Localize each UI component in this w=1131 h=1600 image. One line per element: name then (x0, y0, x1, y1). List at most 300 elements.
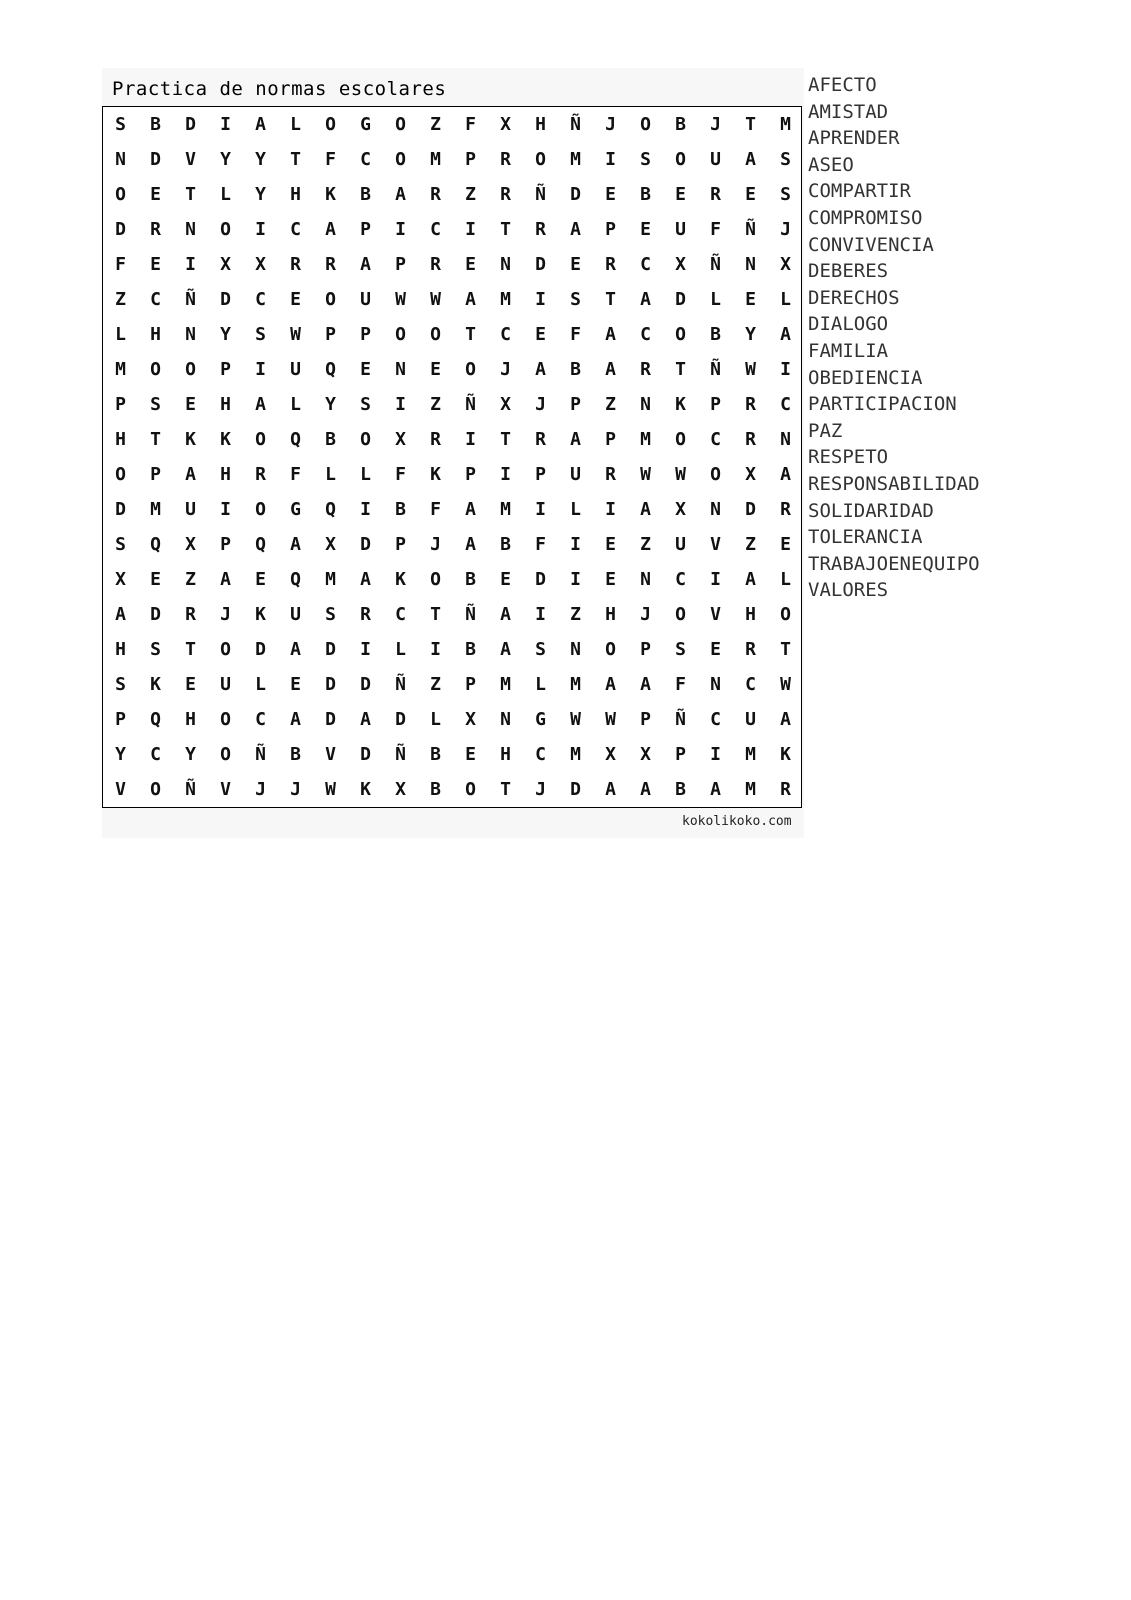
grid-cell[interactable]: I (710, 569, 721, 590)
grid-cell[interactable]: E (150, 184, 161, 205)
grid-cell[interactable]: H (220, 464, 231, 485)
grid-cell[interactable]: Q (150, 534, 161, 555)
grid-cell[interactable]: C (500, 324, 511, 345)
grid-cell[interactable]: E (745, 184, 756, 205)
grid-cell[interactable]: T (500, 219, 511, 240)
grid-cell[interactable]: A (115, 604, 126, 625)
grid-cell[interactable]: A (290, 534, 301, 555)
grid-cell[interactable]: A (255, 394, 266, 415)
grid-cell[interactable]: M (500, 289, 511, 310)
grid-cell[interactable]: Ñ (255, 744, 266, 765)
grid-cell[interactable]: V (710, 604, 721, 625)
grid-cell[interactable]: N (710, 499, 721, 520)
grid-cell[interactable]: K (220, 429, 231, 450)
grid-cell[interactable]: G (290, 499, 301, 520)
grid-cell[interactable]: C (360, 149, 371, 170)
grid-cell[interactable]: B (360, 184, 371, 205)
grid-cell[interactable]: C (395, 604, 406, 625)
grid-cell[interactable]: B (465, 569, 476, 590)
grid-cell[interactable]: A (640, 499, 651, 520)
grid-cell[interactable]: D (325, 709, 336, 730)
grid-cell[interactable]: H (535, 114, 546, 135)
grid-cell[interactable]: D (325, 674, 336, 695)
grid-cell[interactable]: A (570, 219, 581, 240)
grid-cell[interactable]: E (605, 534, 616, 555)
grid-cell[interactable]: I (535, 604, 546, 625)
grid-cell[interactable]: Ñ (185, 779, 196, 800)
grid-cell[interactable]: O (115, 464, 126, 485)
grid-cell[interactable]: A (710, 779, 721, 800)
grid-cell[interactable]: C (150, 744, 161, 765)
grid-cell[interactable]: R (535, 219, 546, 240)
grid-cell[interactable]: I (780, 359, 791, 380)
grid-cell[interactable]: J (430, 534, 441, 555)
grid-cell[interactable]: N (570, 639, 581, 660)
grid-cell[interactable]: J (780, 219, 791, 240)
grid-cell[interactable]: P (115, 709, 126, 730)
grid-cell[interactable]: H (220, 394, 231, 415)
grid-cell[interactable]: G (535, 709, 546, 730)
grid-cell[interactable]: P (220, 534, 231, 555)
grid-cell[interactable]: X (115, 569, 126, 590)
grid-cell[interactable]: P (465, 674, 476, 695)
grid-cell[interactable]: A (325, 219, 336, 240)
grid-cell[interactable]: S (360, 394, 371, 415)
grid-cell[interactable]: R (360, 604, 371, 625)
grid-cell[interactable]: X (500, 394, 511, 415)
grid-cell[interactable]: E (745, 289, 756, 310)
grid-cell[interactable]: F (115, 254, 126, 275)
grid-cell[interactable]: X (675, 499, 686, 520)
grid-cell[interactable]: P (150, 464, 161, 485)
grid-cell[interactable]: R (605, 464, 616, 485)
grid-cell[interactable]: D (675, 289, 686, 310)
grid-cell[interactable]: R (780, 779, 791, 800)
grid-cell[interactable]: O (780, 604, 791, 625)
grid-cell[interactable]: E (465, 744, 476, 765)
grid-cell[interactable]: S (535, 639, 546, 660)
grid-cell[interactable]: L (570, 499, 581, 520)
grid-cell[interactable]: I (465, 429, 476, 450)
grid-cell[interactable]: W (745, 359, 756, 380)
grid-cell[interactable]: V (115, 779, 126, 800)
grid-cell[interactable]: X (675, 254, 686, 275)
grid-cell[interactable]: V (185, 149, 196, 170)
grid-cell[interactable]: S (640, 149, 651, 170)
grid-cell[interactable]: R (745, 639, 756, 660)
grid-cell[interactable]: I (255, 359, 266, 380)
grid-cell[interactable]: X (185, 534, 196, 555)
grid-cell[interactable]: O (115, 184, 126, 205)
grid-cell[interactable]: D (745, 499, 756, 520)
grid-cell[interactable]: P (640, 639, 651, 660)
grid-cell[interactable]: W (640, 464, 651, 485)
grid-cell[interactable]: C (780, 394, 791, 415)
grid-cell[interactable]: B (395, 499, 406, 520)
grid-cell[interactable]: U (675, 219, 686, 240)
grid-cell[interactable]: Y (115, 744, 126, 765)
grid-cell[interactable]: O (465, 359, 476, 380)
grid-cell[interactable]: A (745, 569, 756, 590)
grid-cell[interactable]: A (640, 289, 651, 310)
grid-cell[interactable]: Ñ (395, 674, 406, 695)
grid-cell[interactable]: O (220, 744, 231, 765)
grid-cell[interactable]: A (290, 639, 301, 660)
grid-cell[interactable]: C (710, 429, 721, 450)
grid-cell[interactable]: T (290, 149, 301, 170)
grid-cell[interactable]: E (710, 639, 721, 660)
grid-cell[interactable]: S (150, 394, 161, 415)
grid-cell[interactable]: O (325, 289, 336, 310)
grid-cell[interactable]: C (430, 219, 441, 240)
grid-cell[interactable]: P (605, 219, 616, 240)
grid-cell[interactable]: P (465, 149, 476, 170)
grid-cell[interactable]: A (185, 464, 196, 485)
grid-cell[interactable]: E (675, 184, 686, 205)
grid-cell[interactable]: P (360, 324, 371, 345)
grid-cell[interactable]: E (150, 254, 161, 275)
grid-cell[interactable]: W (675, 464, 686, 485)
grid-cell[interactable]: W (325, 779, 336, 800)
grid-cell[interactable]: Z (570, 604, 581, 625)
grid-cell[interactable]: A (780, 464, 791, 485)
grid-cell[interactable]: I (710, 744, 721, 765)
grid-cell[interactable]: A (465, 289, 476, 310)
grid-cell[interactable]: Ñ (465, 604, 476, 625)
grid-cell[interactable]: P (115, 394, 126, 415)
grid-cell[interactable]: R (430, 429, 441, 450)
grid-cell[interactable]: T (675, 359, 686, 380)
grid-cell[interactable]: I (220, 114, 231, 135)
grid-cell[interactable]: J (290, 779, 301, 800)
grid-cell[interactable]: A (360, 569, 371, 590)
grid-cell[interactable]: C (255, 709, 266, 730)
grid-cell[interactable]: K (255, 604, 266, 625)
grid-cell[interactable]: I (360, 639, 371, 660)
grid-cell[interactable]: X (465, 709, 476, 730)
grid-cell[interactable]: E (640, 219, 651, 240)
grid-cell[interactable]: Y (220, 149, 231, 170)
grid-cell[interactable]: F (465, 114, 476, 135)
grid-cell[interactable]: N (500, 254, 511, 275)
grid-cell[interactable]: A (500, 639, 511, 660)
grid-cell[interactable]: S (570, 289, 581, 310)
grid-cell[interactable]: M (500, 499, 511, 520)
grid-cell[interactable]: L (780, 289, 791, 310)
grid-cell[interactable]: A (640, 674, 651, 695)
grid-cell[interactable]: H (150, 324, 161, 345)
grid-cell[interactable]: U (220, 674, 231, 695)
grid-cell[interactable]: B (430, 779, 441, 800)
grid-cell[interactable]: F (325, 149, 336, 170)
grid-cell[interactable]: Y (255, 149, 266, 170)
grid-cell[interactable]: C (745, 674, 756, 695)
grid-cell[interactable]: S (780, 149, 791, 170)
grid-cell[interactable]: L (710, 289, 721, 310)
grid-cell[interactable]: N (640, 569, 651, 590)
grid-cell[interactable]: W (290, 324, 301, 345)
grid-cell[interactable]: K (325, 184, 336, 205)
grid-cell[interactable]: U (675, 534, 686, 555)
grid-cell[interactable]: J (220, 604, 231, 625)
grid-cell[interactable]: O (605, 639, 616, 660)
grid-cell[interactable]: E (185, 674, 196, 695)
grid-cell[interactable]: R (325, 254, 336, 275)
grid-cell[interactable]: Ñ (185, 289, 196, 310)
grid-cell[interactable]: J (535, 779, 546, 800)
grid-cell[interactable]: P (570, 394, 581, 415)
grid-cell[interactable]: I (465, 219, 476, 240)
grid-cell[interactable]: M (640, 429, 651, 450)
grid-cell[interactable]: O (150, 359, 161, 380)
grid-cell[interactable]: H (605, 604, 616, 625)
grid-cell[interactable]: R (500, 149, 511, 170)
grid-cell[interactable]: G (360, 114, 371, 135)
grid-cell[interactable]: L (780, 569, 791, 590)
grid-cell[interactable]: A (465, 534, 476, 555)
grid-cell[interactable]: P (675, 744, 686, 765)
grid-cell[interactable]: K (780, 744, 791, 765)
grid-cell[interactable]: A (605, 359, 616, 380)
grid-cell[interactable]: S (115, 674, 126, 695)
grid-cell[interactable]: Z (430, 114, 441, 135)
grid-cell[interactable]: D (115, 499, 126, 520)
grid-cell[interactable]: U (290, 359, 301, 380)
grid-cell[interactable]: T (500, 779, 511, 800)
grid-cell[interactable]: O (395, 149, 406, 170)
grid-cell[interactable]: P (220, 359, 231, 380)
grid-cell[interactable]: H (115, 429, 126, 450)
grid-cell[interactable]: P (360, 219, 371, 240)
grid-cell[interactable]: T (430, 604, 441, 625)
grid-cell[interactable]: O (395, 324, 406, 345)
grid-cell[interactable]: N (710, 674, 721, 695)
grid-cell[interactable]: X (745, 464, 756, 485)
grid-cell[interactable]: S (325, 604, 336, 625)
grid-cell[interactable]: B (675, 779, 686, 800)
grid-cell[interactable]: R (185, 604, 196, 625)
grid-cell[interactable]: S (150, 639, 161, 660)
grid-cell[interactable]: C (675, 569, 686, 590)
grid-cell[interactable]: Z (640, 534, 651, 555)
grid-cell[interactable]: D (325, 639, 336, 660)
grid-cell[interactable]: O (675, 604, 686, 625)
grid-cell[interactable]: X (605, 744, 616, 765)
grid-cell[interactable]: R (430, 254, 441, 275)
grid-cell[interactable]: C (255, 289, 266, 310)
grid-cell[interactable]: Ñ (570, 114, 581, 135)
grid-cell[interactable]: O (255, 429, 266, 450)
grid-cell[interactable]: I (220, 499, 231, 520)
grid-cell[interactable]: A (605, 674, 616, 695)
grid-cell[interactable]: E (290, 289, 301, 310)
grid-cell[interactable]: A (780, 709, 791, 730)
grid-cell[interactable]: T (185, 184, 196, 205)
grid-cell[interactable]: Ñ (710, 254, 721, 275)
grid-cell[interactable]: D (150, 149, 161, 170)
grid-cell[interactable]: T (500, 429, 511, 450)
grid-cell[interactable]: K (185, 429, 196, 450)
grid-cell[interactable]: O (430, 569, 441, 590)
grid-cell[interactable]: U (185, 499, 196, 520)
grid-cell[interactable]: Z (115, 289, 126, 310)
grid-cell[interactable]: S (255, 324, 266, 345)
grid-cell[interactable]: B (500, 534, 511, 555)
grid-cell[interactable]: U (360, 289, 371, 310)
grid-cell[interactable]: N (185, 324, 196, 345)
grid-cell[interactable]: R (745, 429, 756, 450)
grid-cell[interactable]: L (395, 639, 406, 660)
grid-cell[interactable]: M (570, 744, 581, 765)
grid-cell[interactable]: O (255, 499, 266, 520)
grid-cell[interactable]: N (185, 219, 196, 240)
grid-cell[interactable]: T (745, 114, 756, 135)
grid-cell[interactable]: X (325, 534, 336, 555)
grid-cell[interactable]: O (220, 639, 231, 660)
grid-cell[interactable]: A (360, 709, 371, 730)
grid-cell[interactable]: W (570, 709, 581, 730)
grid-cell[interactable]: M (745, 744, 756, 765)
grid-cell[interactable]: H (500, 744, 511, 765)
grid-cell[interactable]: N (640, 394, 651, 415)
grid-cell[interactable]: A (500, 604, 511, 625)
grid-cell[interactable]: D (570, 184, 581, 205)
grid-cell[interactable]: X (220, 254, 231, 275)
grid-cell[interactable]: D (535, 569, 546, 590)
grid-cell[interactable]: P (535, 464, 546, 485)
grid-cell[interactable]: F (675, 674, 686, 695)
grid-cell[interactable]: K (150, 674, 161, 695)
grid-cell[interactable]: X (640, 744, 651, 765)
grid-cell[interactable]: Y (185, 744, 196, 765)
grid-cell[interactable]: L (360, 464, 371, 485)
grid-cell[interactable]: Y (745, 324, 756, 345)
grid-cell[interactable]: O (465, 779, 476, 800)
grid-cell[interactable]: I (360, 499, 371, 520)
grid-cell[interactable]: H (290, 184, 301, 205)
grid-cell[interactable]: S (115, 534, 126, 555)
grid-cell[interactable]: Q (255, 534, 266, 555)
grid-cell[interactable]: T (465, 324, 476, 345)
grid-cell[interactable]: Q (290, 429, 301, 450)
grid-cell[interactable]: J (500, 359, 511, 380)
grid-cell[interactable]: D (150, 604, 161, 625)
grid-cell[interactable]: X (780, 254, 791, 275)
grid-cell[interactable]: P (395, 534, 406, 555)
grid-cell[interactable]: A (220, 569, 231, 590)
grid-cell[interactable]: O (675, 149, 686, 170)
grid-cell[interactable]: J (535, 394, 546, 415)
grid-cell[interactable]: O (640, 114, 651, 135)
grid-cell[interactable]: M (430, 149, 441, 170)
grid-cell[interactable]: I (185, 254, 196, 275)
grid-cell[interactable]: E (255, 569, 266, 590)
grid-cell[interactable]: D (360, 744, 371, 765)
grid-cell[interactable]: D (395, 709, 406, 730)
grid-cell[interactable]: Ñ (675, 709, 686, 730)
grid-cell[interactable]: X (500, 114, 511, 135)
grid-cell[interactable]: P (395, 254, 406, 275)
grid-cell[interactable]: A (360, 254, 371, 275)
grid-cell[interactable]: D (255, 639, 266, 660)
grid-cell[interactable]: J (640, 604, 651, 625)
grid-cell[interactable]: T (780, 639, 791, 660)
grid-cell[interactable]: A (640, 779, 651, 800)
grid-cell[interactable]: Y (255, 184, 266, 205)
grid-cell[interactable]: E (605, 184, 616, 205)
grid-cell[interactable]: B (465, 639, 476, 660)
grid-cell[interactable]: E (290, 674, 301, 695)
grid-cell[interactable]: F (535, 534, 546, 555)
grid-cell[interactable]: M (745, 779, 756, 800)
grid-cell[interactable]: R (150, 219, 161, 240)
grid-cell[interactable]: B (290, 744, 301, 765)
grid-cell[interactable]: E (780, 534, 791, 555)
grid-cell[interactable]: L (255, 674, 266, 695)
grid-cell[interactable]: B (570, 359, 581, 380)
grid-cell[interactable]: R (780, 499, 791, 520)
grid-cell[interactable]: A (255, 114, 266, 135)
grid-cell[interactable]: B (675, 114, 686, 135)
grid-cell[interactable]: R (640, 359, 651, 380)
grid-cell[interactable]: O (185, 359, 196, 380)
grid-cell[interactable]: O (710, 464, 721, 485)
grid-cell[interactable]: I (535, 499, 546, 520)
grid-cell[interactable]: L (430, 709, 441, 730)
grid-cell[interactable]: J (605, 114, 616, 135)
grid-cell[interactable]: C (150, 289, 161, 310)
grid-cell[interactable]: I (570, 534, 581, 555)
grid-cell[interactable]: A (395, 184, 406, 205)
grid-cell[interactable]: I (535, 289, 546, 310)
grid-cell[interactable]: X (395, 429, 406, 450)
grid-cell[interactable]: K (430, 464, 441, 485)
grid-cell[interactable]: N (780, 429, 791, 450)
grid-cell[interactable]: D (185, 114, 196, 135)
grid-cell[interactable]: U (745, 709, 756, 730)
grid-cell[interactable]: S (780, 184, 791, 205)
grid-cell[interactable]: K (395, 569, 406, 590)
grid-cell[interactable]: B (150, 114, 161, 135)
grid-cell[interactable]: O (430, 324, 441, 345)
grid-cell[interactable]: U (710, 149, 721, 170)
grid-cell[interactable]: Z (185, 569, 196, 590)
grid-cell[interactable]: M (150, 499, 161, 520)
grid-cell[interactable]: Z (605, 394, 616, 415)
grid-cell[interactable]: Z (430, 394, 441, 415)
grid-cell[interactable]: T (605, 289, 616, 310)
grid-cell[interactable]: U (290, 604, 301, 625)
grid-cell[interactable]: I (570, 569, 581, 590)
grid-cell[interactable]: N (500, 709, 511, 730)
grid-cell[interactable]: Y (325, 394, 336, 415)
grid-cell[interactable]: A (605, 779, 616, 800)
grid-cell[interactable]: L (115, 324, 126, 345)
grid-cell[interactable]: A (570, 429, 581, 450)
grid-cell[interactable]: Ñ (535, 184, 546, 205)
grid-cell[interactable]: M (115, 359, 126, 380)
grid-cell[interactable]: I (395, 394, 406, 415)
grid-cell[interactable]: F (430, 499, 441, 520)
grid-cell[interactable]: P (605, 429, 616, 450)
grid-cell[interactable]: P (710, 394, 721, 415)
grid-cell[interactable]: D (115, 219, 126, 240)
grid-cell[interactable]: I (430, 639, 441, 660)
grid-cell[interactable]: A (780, 324, 791, 345)
grid-cell[interactable]: Q (325, 359, 336, 380)
grid-cell[interactable]: M (780, 114, 791, 135)
grid-cell[interactable]: E (430, 359, 441, 380)
